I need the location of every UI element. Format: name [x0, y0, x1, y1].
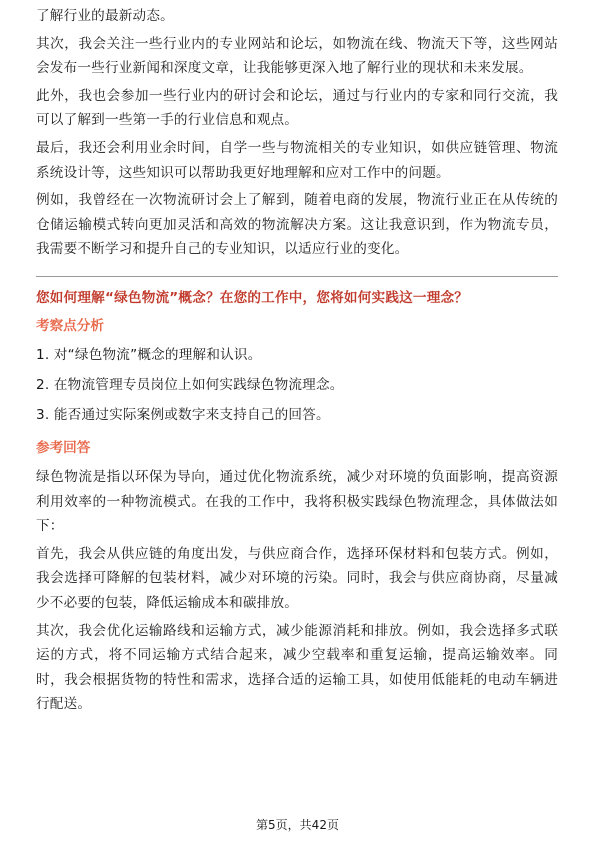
- page-number: 第5页，共42页: [256, 818, 339, 832]
- analysis-item: 1. 对“绿色物流”概念的理解和认识。: [36, 346, 262, 363]
- analysis-section: [36, 315, 558, 427]
- answer-paragraph: 绿色物流是指以环保为导向，通过优化物流系统，减少对环境的负面影响，提高资源利用效率的一种物流模式。在我的工作中，我将积极实践绿色物流理念，具体做法如下：: [36, 468, 558, 535]
- answer-paragraph: 首先，我会从供应链的角度出发，与供应商合作，选择环保材料和包装方式。例如，我会选择可降解的包装材料，减少对环境的污染。同时，我会与供应商协商，尽量减少不必要的包装，降低运输成本和碳排放。: [36, 545, 558, 611]
- document-page: [36, 0, 558, 717]
- body-paragraph: 例如，我曾经在一次物流研讨会上了解到，随着电商的发展，物流行业正在从传统的仓储运输模式转向更加灵活和高效的物流解决方案。这让我意识到，作为物流专员，我需要不断学习和提升自己的专业知识，以适应行业的变化。: [36, 192, 558, 258]
- answer-section: [36, 437, 558, 717]
- interview-question: 您如何理解“绿色物流”概念？在您的工作中，您将如何实践这一理念？: [36, 289, 469, 306]
- analysis-item: 2. 在物流管理专员岗位上如何实践绿色物流理念。: [36, 376, 344, 393]
- analysis-item: 3. 能否通过实际案例或数字来支持自己的回答。: [36, 406, 330, 423]
- analysis-heading: 考察点分析: [36, 317, 104, 334]
- body-paragraph: 最后，我还会利用业余时间，自学一些与物流相关的专业知识，如供应链管理、物流系统设计等，这些知识可以帮助我更好地理解和应对工作中的问题。: [36, 139, 558, 181]
- section-divider: [36, 276, 558, 277]
- body-paragraph: 了解行业的最新动态。: [36, 8, 174, 24]
- answer-heading: 参考回答: [36, 439, 91, 456]
- answer-paragraph: 其次，我会优化运输路线和运输方式，减少能源消耗和排放。例如，我会选择多式联运的方式，将不同运输方式结合起来，减少空载率和重复运输，提高运输效率。同时，我会根据货物的特性和需求，选择合适的运输工具，如使用低能耗的电动车辆进行配送。: [36, 622, 558, 713]
- body-paragraph: 此外，我也会参加一些行业内的研讨会和论坛，通过与行业内的专家和同行交流，我可以了解到一些第一手的行业信息和观点。: [36, 87, 558, 129]
- body-paragraph: 其次，我会关注一些行业内的专业网站和论坛，如物流在线、物流天下等，这些网站会发布一些行业新闻和深度文章，让我能够更深入地了解行业的现状和未来发展。: [36, 35, 558, 77]
